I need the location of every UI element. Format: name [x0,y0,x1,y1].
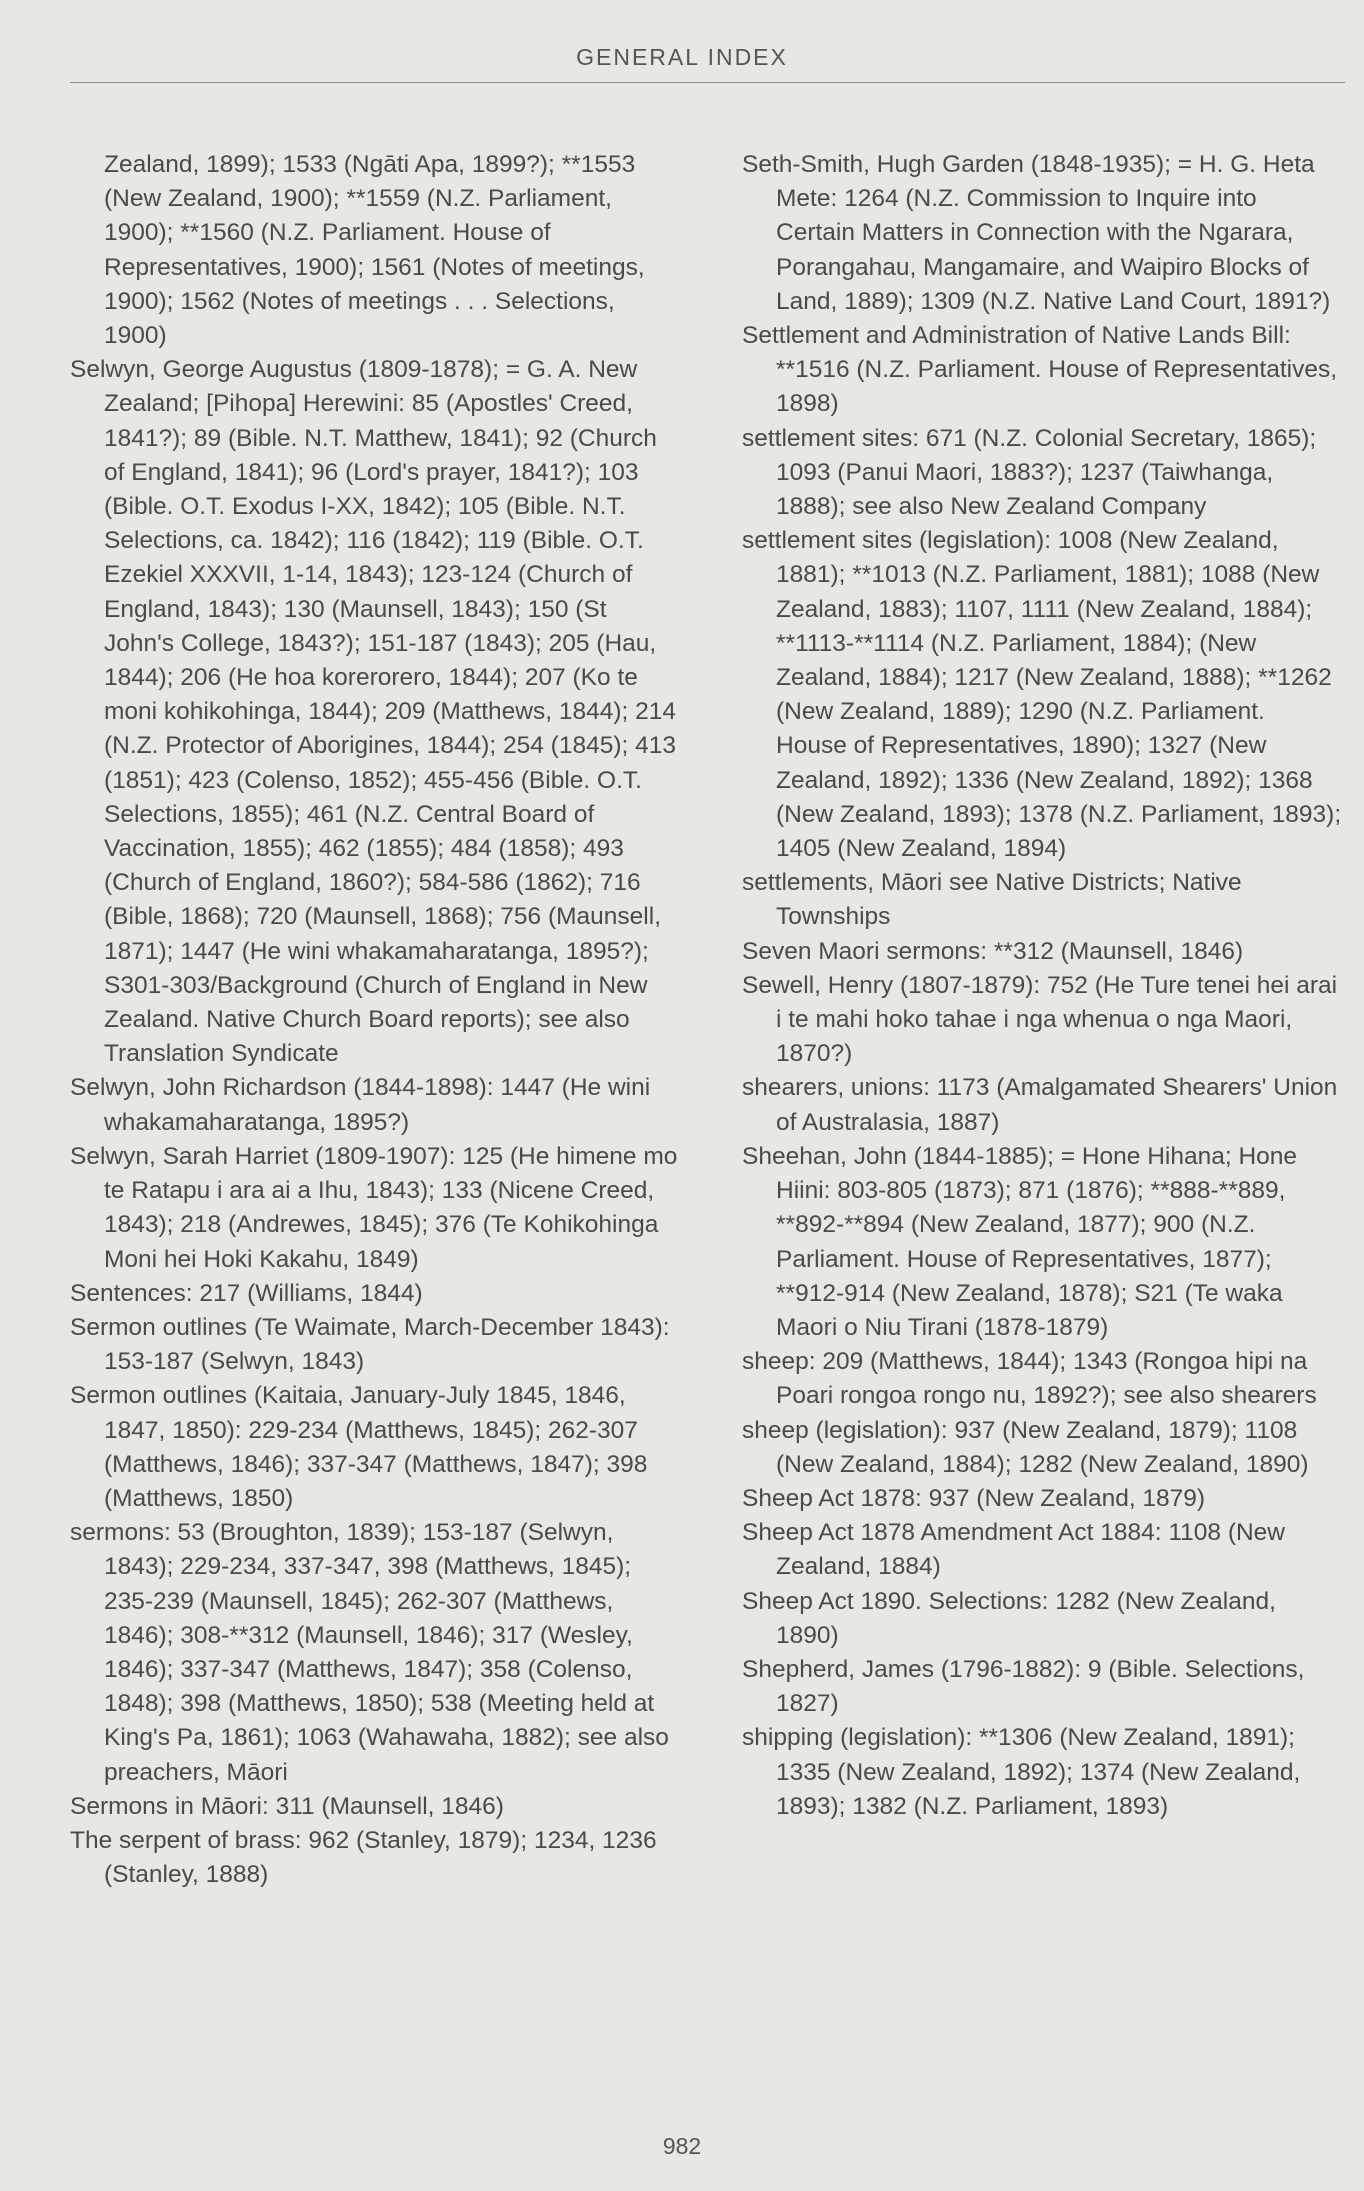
index-entry: Sermon outlines (Kaitaia, January-July 1845, 1846, 1847, 1850): 229-234 (Matthews, 1845); 262-307 (Matthews, 1846); 337-347 (Matthews, 1847); 398 (Matthews, 1850) [70,1382,648,1512]
index-entry: Sheep Act 1878: 937 (New Zealand, 1879) [742,1484,1206,1512]
index-entry: shearers, unions: 1173 (Amalgamated Shearers' Union of Australasia, 1887) [742,1074,1338,1136]
index-entry: sheep: 209 (Matthews, 1844); 1343 (Rongoa hipi na Poari rongoa rongo nu, 1892?); see also shearers [742,1348,1317,1410]
index-entry: Sheep Act 1878 Amendment Act 1884: 1108 (New Zealand, 1884) [742,1519,1285,1581]
index-entry: Shepherd, James (1796-1882): 9 (Bible. Selections, 1827) [742,1655,1305,1718]
index-entry: settlement sites: 671 (N.Z. Colonial Secretary, 1865); 1093 (Panui Maori, 1883?); 1237 (Taiwhanga, 1888); see also New Zealand Company [742,424,1317,521]
index-entry: sermons: 53 (Broughton, 1839); 153-187 (Selwyn, 1843); 229-234, 337-347, 398 (Matthews, 1845); 235-239 (Maunsell, 1845); 262-307 (Matthews, 1846); 308-**312 (Maunsell, 1846); 317 (Wesley, 1846); 337-347 (Matthews, 1847); 358 (Colenso, 1848); 398 (Matthews, 1850); 538 (Meeting held at King's Pa, 1861); 1063 (Wahawaha, 1882); see also preachers, Māori [70,1519,669,1786]
index-entry: Sermons in Māori: 311 (Maunsell, 1846) [70,1792,504,1820]
index-entry: Zealand, 1899); 1533 (Ngāti Apa, 1899?); **1553 (New Zealand, 1900); **1559 (N.Z. Parliament, 1900); **1560 (N.Z. Parliament. House of Representatives, 1900); 1561 (Notes of meetings, 1900); 1562 (Notes of meetings . . . Selections, 1900) [104,151,645,350]
index-entry: sheep (legislation): 937 (New Zealand, 1879); 1108 (New Zealand, 1884); 1282 (New Zealand, 1890) [742,1416,1309,1478]
page-number: 982 [662,2133,702,2159]
index-entry: Sheehan, John (1844-1885); = Hone Hihana; Hone Hiini: 803-805 (1873); 871 (1876); **888-**889, **892-**894 (New Zealand, 1877); 900 (N.Z. Parliament. House of Representatives, 1877); **912-914 (New Zealand, 1878); S21 (Te waka Maori o Niu Tirani (1878-1879) [742,1142,1298,1341]
header-rule [70,82,1345,83]
index-entry: Selwyn, Sarah Harriet (1809-1907): 125 (He himene mo te Ratapu i ara ai a Ihu, 1843); 133 (Nicene Creed, 1843); 218 (Andrewes, 1845); 376 (Te Kohikohinga Moni hei Hoki Kakahu, 1849) [70,1142,678,1273]
index-entry: settlements, Māori see Native Districts; Native Townships [742,869,1242,931]
index-entry: Settlement and Administration of Native Lands Bill: **1516 (N.Z. Parliament. House of Representatives, 1898) [742,322,1338,418]
left-column [70,148,682,1892]
index-entry: settlement sites (legislation): 1008 (New Zealand, 1881); **1013 (N.Z. Parliament, 1881); 1088 (New Zealand, 1883); 1107, 1111 (New Zealand, 1884); **1113-**1114 (N.Z. Parliament, 1884); (New Zealand, 1884); 1217 (New Zealand, 1888); **1262 (New Zealand, 1889); 1290 (N.Z. Parliament. House of Representatives, 1890); 1327 (New Zealand, 1892); 1336 (New Zealand, 1892); 1368 (New Zealand, 1893); 1378 (N.Z. Parliament, 1893); 1405 (New Zealand, 1894) [742,527,1342,863]
index-entry: Sermon outlines (Te Waimate, March-December 1843): 153-187 (Selwyn, 1843) [70,1313,670,1376]
index-entry: Selwyn, John Richardson (1844-1898): 1447 (He wini whakamaharatanga, 1895?) [70,1074,651,1136]
running-header: GENERAL INDEX [576,44,788,70]
index-entry: shipping (legislation): **1306 (New Zealand, 1891); 1335 (New Zealand, 1892); 1374 (New Zealand, 1893); 1382 (N.Z. Parliament, 1893) [742,1724,1301,1820]
index-entry: Sentences: 217 (Williams, 1844) [70,1279,423,1307]
index-entry: Seven Maori sermons: **312 (Maunsell, 1846) [742,937,1244,965]
right-column [742,148,1342,1824]
index-entry: Sheep Act 1890. Selections: 1282 (New Zealand, 1890) [742,1587,1276,1649]
index-entry: The serpent of brass: 962 (Stanley, 1879); 1234, 1236 (Stanley, 1888) [70,1826,657,1889]
index-entry: Seth-Smith, Hugh Garden (1848-1935); = H. G. Heta Mete: 1264 (N.Z. Commission to Inquire into Certain Matters in Connection with the Ngarara, Porangahau, Mangamaire, and Waipiro Blocks of Land, 1889); 1309 (N.Z. Native Land Court, 1891?) [742,151,1331,315]
index-entry: Sewell, Henry (1807-1879): 752 (He Ture tenei hei arai i te mahi hoko tahae i nga whenua o nga Maori, 1870?) [742,971,1338,1068]
index-entry: Selwyn, George Augustus (1809-1878); = G. A. New Zealand; [Pihopa] Herewini: 85 (Apostles' Creed, 1841?); 89 (Bible. N.T. Matthew, 1841); 92 (Church of England, 1841); 96 (Lord's prayer, 1841?); 103 (Bible. O.T. Exodus I-XX, 1842); 105 (Bible. N.T. Selections, ca. 1842); 116 (1842); 119 (Bible. O.T. Ezekiel XXXVII, 1-14, 1843); 123-124 (Church of England, 1843); 130 (Maunsell, 1843); 150 (St John's College, 1843?); 151-187 (1843); 205 (Hau, 1844); 206 (He hoa korerorero, 1844); 207 (Ko te moni kohikohinga, 1844); 209 (Matthews, 1844); 214 (N.Z. Protector of Aborigines, 1844); 254 (1845); 413 (1851); 423 (Colenso, 1852); 455-456 (Bible. O.T. Selections, 1855); 461 (N.Z. Central Board of Vaccination, 1855); 462 (1855); 484 (1858); 493 (Church of England, 1860?); 584-586 (1862); 716 (Bible, 1868); 720 (Maunsell, 1868); 756 (Maunsell, 1871); 1447 (He wini whakamaharatanga, 1895?); S301-303/Background (Church of England in New Zealand. Native Church Board reports); see also Translation Syndicate [70,356,677,1068]
